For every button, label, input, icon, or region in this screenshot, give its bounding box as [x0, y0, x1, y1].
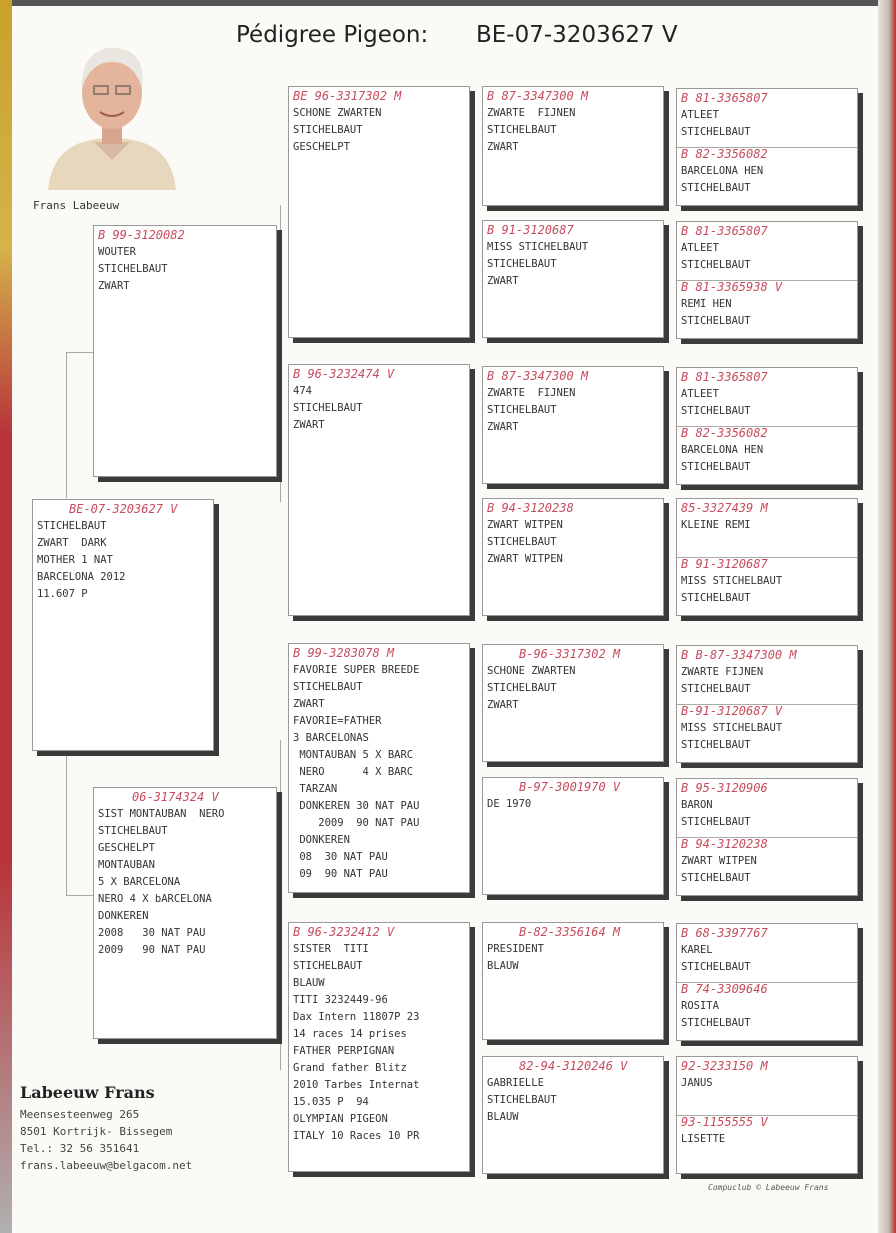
card-line: STICHELBAUT — [487, 682, 557, 694]
card-line: ZWART — [293, 698, 325, 710]
card-line: BLAUW — [487, 960, 519, 972]
pair-divider — [677, 280, 857, 281]
card-line: ZWARTE FIJNEN — [487, 387, 576, 399]
card-line: STICHELBAUT — [681, 1017, 751, 1029]
card-line: 2009 90 NAT PAU — [98, 944, 206, 956]
ggg-ring: 85-3327439 M — [681, 501, 768, 515]
card-line: STICHELBAUT — [293, 960, 363, 972]
card-line: ATLEET — [681, 388, 719, 400]
card-line: STICHELBAUT — [681, 683, 751, 695]
card-line: BARCELONA HEN — [681, 444, 764, 456]
card-line: SIST MONTAUBAN NERO — [98, 808, 225, 820]
ggg-ring: B 82-3356082 — [681, 426, 768, 440]
card-line: ZWART — [487, 699, 519, 711]
great-grandparent-ring: B 91-3120687 — [487, 223, 574, 237]
card-line: MISS STICHELBAUT — [681, 575, 783, 587]
card-line: 09 90 NAT PAU — [293, 868, 388, 880]
footer-credit: Compuclub © Labeeuw Frans — [708, 1183, 829, 1192]
card-line: STICHELBAUT — [681, 259, 751, 271]
card-line: ZWART WITPEN — [487, 519, 563, 531]
ggg-ring: B-91-3120687 V — [681, 704, 783, 718]
card-line: BARCELONA HEN — [681, 165, 764, 177]
ggg-card[interactable] — [676, 778, 858, 896]
card-line: WOUTER — [98, 246, 136, 258]
card-line: KAREL — [681, 944, 713, 956]
card-line: GABRIELLE — [487, 1077, 544, 1089]
card-line: ZWART WITPEN — [681, 855, 757, 867]
grandparent-card[interactable] — [288, 86, 470, 338]
subject-card[interactable] — [32, 499, 214, 751]
grandparent-ring: B 96-3232412 V — [293, 925, 395, 939]
dam-ring: 06-3174324 V — [132, 790, 219, 804]
pair-divider — [677, 147, 857, 148]
card-line: JANUS — [681, 1077, 713, 1089]
dam-card[interactable] — [93, 787, 277, 1039]
card-line: STICHELBAUT — [293, 124, 363, 136]
card-line: NERO 4 X bARCELONA — [98, 893, 212, 905]
card-line: STICHELBAUT — [681, 182, 751, 194]
card-line: ZWART — [487, 275, 519, 287]
card-line: 2009 90 NAT PAU — [293, 817, 420, 829]
card-line: 3 BARCELONAS — [293, 732, 369, 744]
card-line: ZWART — [487, 141, 519, 153]
ggg-card[interactable] — [676, 498, 858, 616]
card-line: ZWARTE FIJNEN — [681, 666, 764, 678]
ggg-ring: B 94-3120238 — [681, 837, 768, 851]
contact-block — [20, 1083, 192, 1174]
great-grandparent-ring: 82-94-3120246 V — [519, 1059, 628, 1073]
ggg-card[interactable] — [676, 88, 858, 206]
card-line: ZWART WITPEN — [487, 553, 563, 565]
grandparent-card[interactable] — [288, 364, 470, 616]
card-line: 08 30 NAT PAU — [293, 851, 388, 863]
ggg-ring: B 81-3365807 — [681, 370, 768, 384]
card-line: BARCELONA 2012 — [37, 571, 126, 583]
title-label: Pédigree Pigeon: — [236, 22, 429, 48]
great-grandparent-ring: B 87-3347300 M — [487, 89, 589, 103]
card-line: SCHONE ZWARTEN — [293, 107, 382, 119]
great-grandparent-card[interactable] — [482, 86, 664, 206]
card-line: MONTAUBAN — [98, 859, 155, 871]
ggg-ring: B 82-3356082 — [681, 147, 768, 161]
card-line: STICHELBAUT — [98, 825, 168, 837]
card-line: ZWART — [293, 419, 325, 431]
ggg-ring: B 81-3365807 — [681, 91, 768, 105]
card-line: ZWARTE FIJNEN — [487, 107, 576, 119]
card-line: ZWART — [487, 421, 519, 433]
ggg-ring: B 68-3397767 — [681, 926, 768, 940]
card-line: MOTHER 1 NAT — [37, 554, 113, 566]
contact-street: Meensesteenweg 265 — [20, 1108, 140, 1121]
connector-line — [66, 755, 93, 896]
card-line: 11.607 P — [37, 588, 88, 600]
grandparent-ring: B 96-3232474 V — [293, 367, 395, 381]
card-line: GESCHELPT — [98, 842, 155, 854]
card-line: MISS STICHELBAUT — [487, 241, 589, 253]
great-grandparent-card[interactable] — [482, 366, 664, 484]
card-line: FAVORIE=FATHER — [293, 715, 382, 727]
pair-divider — [677, 426, 857, 427]
ggg-card[interactable] — [676, 923, 858, 1041]
card-line: NERO 4 X BARC — [293, 766, 414, 778]
sire-ring: B 99-3120082 — [98, 228, 185, 242]
great-grandparent-ring: B-82-3356164 M — [519, 925, 621, 939]
card-line: ATLEET — [681, 242, 719, 254]
card-line: STICHELBAUT — [487, 404, 557, 416]
card-line: OLYMPIAN PIGEON — [293, 1113, 388, 1125]
pair-divider — [677, 1115, 857, 1116]
card-line: PRESIDENT — [487, 943, 544, 955]
card-line: DE 1970 — [487, 798, 532, 810]
contact-city: 8501 Kortrijk- Bissegem — [20, 1125, 173, 1138]
contact-email[interactable]: frans.labeeuw@belgacom.net — [20, 1159, 193, 1172]
card-line: 2008 30 NAT PAU — [98, 927, 206, 939]
card-line: TITI 3232449-96 — [293, 994, 388, 1006]
page-right-edge — [878, 0, 896, 1233]
pair-divider — [677, 982, 857, 983]
card-line: SISTER TITI — [293, 943, 369, 955]
card-line: BARON — [681, 799, 713, 811]
card-line: STICHELBAUT — [681, 961, 751, 973]
card-line: 2010 Tarbes Internat — [293, 1079, 420, 1091]
card-line: ROSITA — [681, 1000, 719, 1012]
card-line: FATHER PERPIGNAN — [293, 1045, 395, 1057]
grandparent-card[interactable] — [288, 643, 470, 893]
title-ring-number: BE-07-3203627 V — [476, 22, 678, 48]
ggg-ring: B 91-3120687 — [681, 557, 768, 571]
card-line: ZWART DARK — [37, 537, 107, 549]
card-line: DONKEREN — [98, 910, 149, 922]
card-line: STICHELBAUT — [681, 126, 751, 138]
great-grandparent-card[interactable] — [482, 644, 664, 762]
card-line: STICHELBAUT — [37, 520, 107, 532]
great-grandparent-card[interactable] — [482, 220, 664, 338]
card-line: GESCHELPT — [293, 141, 350, 153]
card-line: ZWART — [98, 280, 130, 292]
card-line: Dax Intern 11807P 23 — [293, 1011, 420, 1023]
card-line: 14 races 14 prises — [293, 1028, 407, 1040]
great-grandparent-ring: B-96-3317302 M — [519, 647, 621, 661]
great-grandparent-ring: B-97-3001970 V — [519, 780, 621, 794]
card-line: ATLEET — [681, 109, 719, 121]
card-line: BLAUW — [487, 1111, 519, 1123]
pair-divider — [677, 704, 857, 705]
card-line: TARZAN — [293, 783, 338, 795]
card-line: Grand father Blitz — [293, 1062, 407, 1074]
great-grandparent-ring: B 94-3120238 — [487, 501, 574, 515]
ggg-card[interactable] — [676, 645, 858, 763]
contact-phone: Tel.: 32 56 351641 — [20, 1142, 140, 1155]
card-line: STICHELBAUT — [681, 739, 751, 751]
card-line: DONKEREN 30 NAT PAU — [293, 800, 420, 812]
ggg-ring: B 81-3365807 — [681, 224, 768, 238]
card-line: ITALY 10 Races 10 PR — [293, 1130, 420, 1142]
connector-line — [66, 352, 93, 498]
card-line: STICHELBAUT — [487, 124, 557, 136]
grandparent-card[interactable] — [288, 922, 470, 1172]
card-line: 15.035 P 94 — [293, 1096, 369, 1108]
card-line: MISS STICHELBAUT — [681, 722, 783, 734]
card-line: STICHELBAUT — [293, 402, 363, 414]
ggg-ring: 92-3233150 M — [681, 1059, 768, 1073]
great-grandparent-card[interactable] — [482, 498, 664, 616]
sire-card[interactable] — [93, 225, 277, 477]
card-line: 5 X BARCELONA — [98, 876, 181, 888]
owner-caption: Frans Labeeuw — [33, 199, 120, 212]
card-line: BLAUW — [293, 977, 325, 989]
subject-ring: BE-07-3203627 V — [69, 502, 178, 516]
card-line: STICHELBAUT — [487, 1094, 557, 1106]
card-line: STICHELBAUT — [487, 258, 557, 270]
ggg-card[interactable] — [676, 1056, 858, 1174]
card-line: STICHELBAUT — [681, 872, 751, 884]
card-line: STICHELBAUT — [681, 592, 751, 604]
card-line: STICHELBAUT — [681, 816, 751, 828]
card-line: STICHELBAUT — [681, 405, 751, 417]
contact-name: Labeeuw Frans — [20, 1083, 155, 1102]
ggg-ring: B 74-3309646 — [681, 982, 768, 996]
great-grandparent-ring: B 87-3347300 M — [487, 369, 589, 383]
grandparent-ring: B 99-3283078 M — [293, 646, 395, 660]
ggg-ring: B 95-3120906 — [681, 781, 768, 795]
card-line: SCHONE ZWARTEN — [487, 665, 576, 677]
great-grandparent-card[interactable] — [482, 777, 664, 895]
ggg-ring: B B-87-3347300 M — [681, 648, 797, 662]
card-line: LISETTE — [681, 1133, 726, 1145]
ggg-ring: 93-1155555 V — [681, 1115, 768, 1129]
pair-divider — [677, 837, 857, 838]
card-line: FAVORIE SUPER BREEDE — [293, 664, 420, 676]
owner-photo — [44, 38, 180, 190]
pair-divider — [677, 557, 857, 558]
card-line: REMI HEN — [681, 298, 732, 310]
card-line: STICHELBAUT — [681, 315, 751, 327]
grandparent-ring: BE 96-3317302 M — [293, 89, 402, 103]
ggg-ring: B 81-3365938 V — [681, 280, 783, 294]
ggg-card[interactable] — [676, 221, 858, 339]
card-line: STICHELBAUT — [98, 263, 168, 275]
card-line: DONKEREN — [293, 834, 350, 846]
card-line: STICHELBAUT — [293, 681, 363, 693]
card-line: STICHELBAUT — [681, 461, 751, 473]
great-grandparent-card[interactable] — [482, 922, 664, 1040]
card-line: 474 — [293, 385, 312, 397]
card-line: STICHELBAUT — [487, 536, 557, 548]
card-line: MONTAUBAN 5 X BARC — [293, 749, 414, 761]
great-grandparent-card[interactable] — [482, 1056, 664, 1174]
card-line: KLEINE REMI — [681, 519, 751, 531]
binder-edge — [0, 0, 12, 1233]
ggg-card[interactable] — [676, 367, 858, 485]
